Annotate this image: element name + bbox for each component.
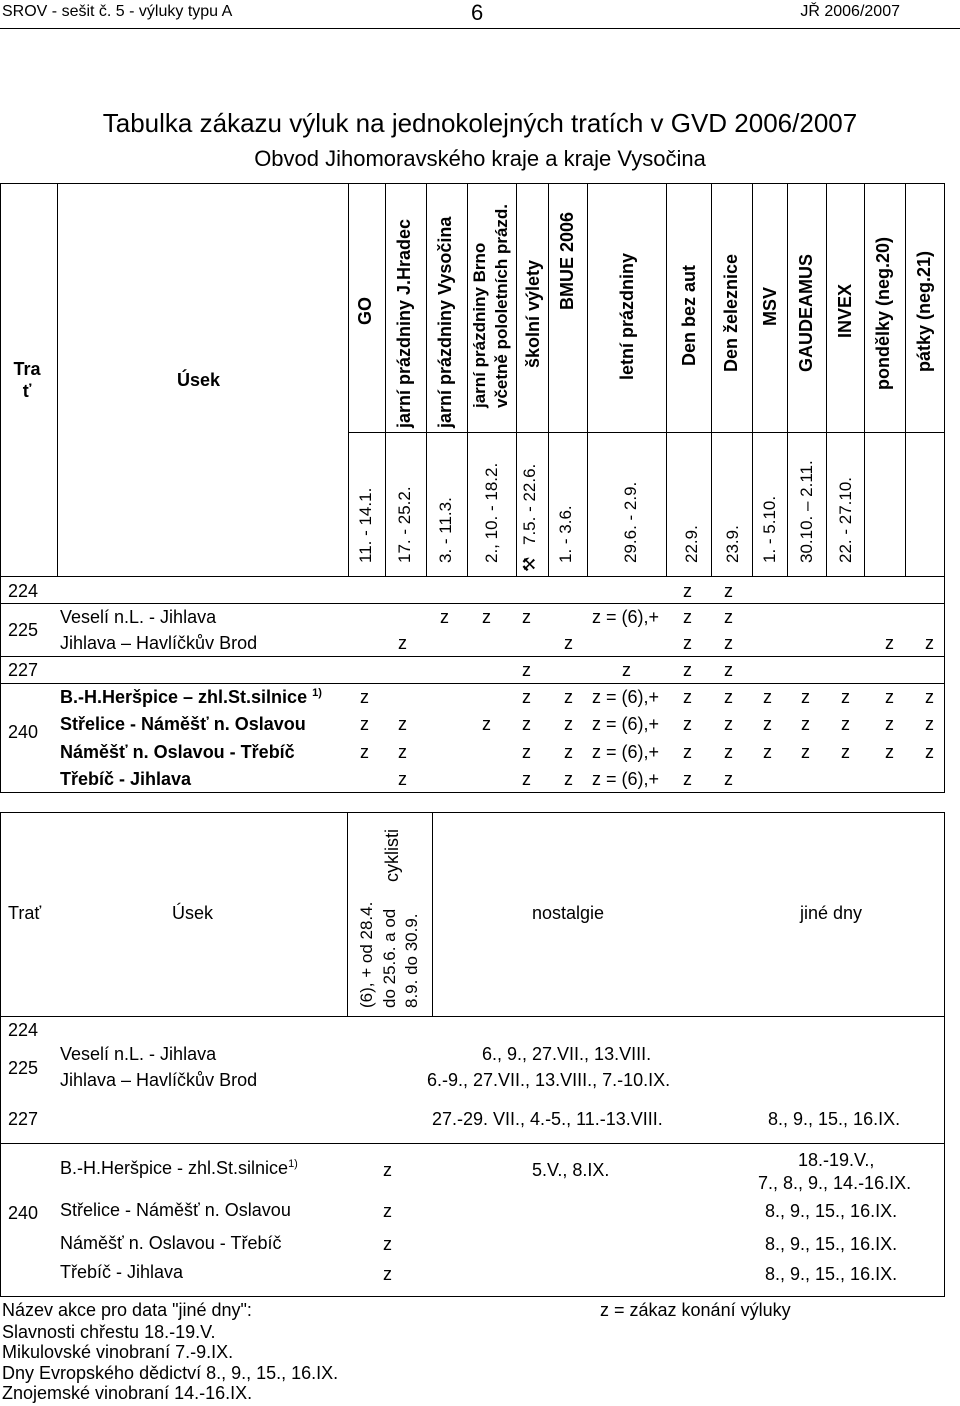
t2-col-cyklisti-dates-3: 8.9. do 30.9. [402, 913, 421, 1008]
mark: z = (6),+ [592, 714, 660, 734]
t2-col-nostalgie: nostalgie [532, 903, 605, 923]
mark: z [522, 742, 531, 762]
t2-col-trat: Trať [8, 903, 42, 923]
t2-hline [0, 1143, 945, 1144]
col-header-jarni-jhradec: jarní prázdniny J.Hradec [394, 218, 414, 428]
col-header-den-zeleznice: Den železnice [721, 253, 741, 372]
t1-vline [426, 183, 427, 576]
tool-icon: ⚒ [520, 556, 539, 572]
mark: z [885, 742, 894, 762]
mark: z [724, 714, 733, 734]
usek-bh-herspice [60, 687, 322, 708]
usek-strelice: Střelice - Náměšť n. Oslavou [60, 714, 306, 734]
mark: z [885, 714, 894, 734]
date-jarni-jhradec: 17. - 25.2. [395, 486, 414, 563]
mark: z [885, 633, 894, 653]
mark: z [482, 714, 491, 734]
t2-usek-bh-label: B.-H.Heršpice - zhl.St.silnice [60, 1158, 289, 1178]
col-header-invex: INVEX [835, 283, 855, 338]
trat-225: 225 [8, 620, 39, 640]
t1-hline [0, 656, 945, 657]
col-trat-header: Tra ť [13, 359, 41, 401]
mark: z [383, 1234, 392, 1254]
mark: z [398, 633, 407, 653]
mark: z [801, 687, 810, 707]
mark: z [564, 714, 573, 734]
page-subtitle: Obvod Jihomoravského kraje a kraje Vysočina [254, 146, 706, 171]
t2-jine-namest: 8., 9., 15., 16.IX. [765, 1234, 898, 1254]
usek-bh-herspice-label: B.-H.Heršpice – zhl.St.silnice [60, 687, 308, 707]
usek-veseli-jihlava: Veselí n.L. - Jihlava [60, 607, 217, 627]
t2-vline [347, 812, 348, 1017]
mark: z [564, 633, 573, 653]
t2-trat-224: 224 [8, 1020, 39, 1040]
t2-trat-240: 240 [8, 1203, 39, 1223]
mark: z [683, 769, 692, 789]
mark: z [522, 687, 531, 707]
t1-vline [516, 183, 517, 576]
t2-hline [0, 1016, 945, 1017]
t1-vline [666, 183, 667, 576]
mark: z [841, 714, 850, 734]
t2-usek-veseli: Veselí n.L. - Jihlava [60, 1044, 217, 1064]
mark: z [383, 1201, 392, 1221]
t2-footnote-marker: 1) [288, 1158, 298, 1170]
t2-usek-bh [60, 1158, 298, 1179]
t2-trat-225: 225 [8, 1058, 39, 1078]
t2-nostalgie-1: 6., 9., 27.VII., 13.VIII. [482, 1044, 652, 1064]
mark: z [724, 581, 733, 601]
mark: z [683, 742, 692, 762]
t2-usek-namest: Náměšť n. Oslavou - Třebíč [60, 1233, 282, 1253]
mark: z [925, 742, 934, 762]
col-header-jarni-vysocina: jarní prázdniny Vysočina [435, 216, 455, 428]
date-msv: 1. - 5.10. [760, 495, 779, 563]
col-header-bmue: BMUE 2006 [557, 211, 577, 310]
t2-nostalgie-bh: 5.V., 8.IX. [532, 1160, 610, 1180]
header-right: JŘ 2006/2007 [800, 3, 900, 20]
footer-line-1: Slavnosti chřestu 18.-19.V. [2, 1322, 216, 1342]
t2-jine-227: 8., 9., 15., 16.IX. [768, 1109, 901, 1129]
footer-line-3: Dny Evropského dědictví 8., 9., 15., 16.IX. [2, 1363, 339, 1383]
col-header-go: GO [355, 296, 375, 325]
t2-usek-jihlava-hbrod: Jihlava – Havlíčkův Brod [60, 1070, 258, 1090]
t1-vline [905, 183, 906, 576]
mark: z [683, 607, 692, 627]
t1-vline [826, 183, 827, 576]
mark: z [522, 660, 531, 680]
mark: z [564, 769, 573, 789]
date-gaudeamus: 30.10. – 2.11. [797, 460, 816, 563]
t1-hline [0, 603, 945, 604]
t1-vline [348, 183, 349, 576]
mark: z [724, 687, 733, 707]
mark: z [885, 687, 894, 707]
mark: z [763, 742, 772, 762]
t1-hline [348, 432, 945, 433]
t1-vline [467, 183, 468, 576]
mark: z = (6),+ [592, 607, 660, 627]
mark: z [724, 742, 733, 762]
date-jarni-brno: 2., 10. - 18.2. [482, 462, 501, 563]
date-go: 11. - 14.1. [356, 487, 375, 563]
t2-jine-strelice: 8., 9., 15., 16.IX. [765, 1201, 898, 1221]
mark: z [482, 607, 491, 627]
col-header-msv: MSV [760, 286, 780, 326]
mark: z [724, 660, 733, 680]
mark: z [522, 769, 531, 789]
mark: z [925, 687, 934, 707]
col-header-skolni-vylety: školní výlety [523, 259, 543, 368]
t2-jine-bh-2: 7., 8., 9., 14.-16.IX. [758, 1173, 912, 1193]
t2-col-jine-dny: jiné dny [800, 903, 863, 923]
col-header-gaudeamus: GAUDEAMUS [796, 253, 816, 372]
mark: z [724, 607, 733, 627]
mark: z [925, 633, 934, 653]
mark: z [683, 660, 692, 680]
page-header [0, 0, 960, 26]
t2-trat-227: 227 [8, 1109, 39, 1129]
footer-legend: z = zákaz konání výluky [600, 1300, 791, 1320]
t1-hline [0, 683, 945, 684]
date-den-bez-aut: 22.9. [682, 525, 701, 563]
page-title: Tabulka zákazu výluk na jednokolejných tratích v GVD 2006/2007 [102, 108, 858, 138]
usek-jihlava-hbrod: Jihlava – Havlíčkův Brod [60, 633, 258, 653]
mark: z [564, 687, 573, 707]
t2-col-cyklisti-dates-1: (6), + od 28.4. [357, 901, 376, 1008]
col-header-letni: letní prázdniny [617, 252, 637, 380]
mark: z [801, 742, 810, 762]
mark: z [841, 742, 850, 762]
page-number: 6 [471, 0, 484, 25]
col-header-pondelky: pondělky (neg.20) [873, 236, 893, 390]
date-invex: 22. - 27.10. [836, 476, 855, 563]
footer-heading: Název akce pro data "jiné dny": [2, 1300, 252, 1320]
mark: z [522, 607, 531, 627]
header-rule [0, 28, 960, 29]
t2-col-cyklisti: cyklisti [382, 829, 402, 882]
t1-vline [587, 183, 588, 576]
t2-jine-bh-1: 18.-19.V., [798, 1150, 875, 1170]
mark: z [398, 742, 407, 762]
trat-224: 224 [8, 581, 39, 601]
mark: z [360, 687, 369, 707]
mark: z [622, 660, 631, 680]
usek-trebic-jihlava: Třebíč - Jihlava [60, 769, 192, 789]
date-skolni-vylety: 7.5. - 22.6. [520, 463, 539, 545]
t2-usek-trebic: Třebíč - Jihlava [60, 1262, 184, 1282]
mark: z [383, 1160, 392, 1180]
trat-240: 240 [8, 722, 39, 742]
mark: z [683, 633, 692, 653]
header-left: SROV - sešit č. 5 - výluky typu A [2, 3, 233, 20]
t1-vline [57, 183, 58, 576]
date-den-zeleznice: 23.9. [723, 525, 742, 563]
t2-col-cyklisti-dates-2: do 25.6. a od [380, 908, 399, 1008]
col-header-jarni-brno: jarní prázdniny Brno [470, 242, 489, 408]
date-letni: 29.6. - 2.9. [621, 481, 640, 563]
mark: z [925, 714, 934, 734]
mark: z [763, 687, 772, 707]
trat-227: 227 [8, 660, 39, 680]
mark: z = (6),+ [592, 687, 660, 707]
mark: z = (6),+ [592, 742, 660, 762]
mark: z [383, 1264, 392, 1284]
t2-nostalgie-2: 6.-9., 27.VII., 13.VIII., 7.-10.IX. [427, 1070, 671, 1090]
col-header-den-bez-aut: Den bez aut [679, 264, 699, 366]
t2-col-usek: Úsek [172, 903, 214, 923]
footer-line-4: Znojemské vinobraní 14.-16.IX. [2, 1383, 253, 1403]
mark: z [683, 687, 692, 707]
mark: z [801, 714, 810, 734]
t1-vline [548, 183, 549, 576]
col-header-jarni-brno-2: včetně pololetních prázd. [492, 203, 511, 408]
mark: z [763, 714, 772, 734]
t1-vline [711, 183, 712, 576]
mark: z [360, 742, 369, 762]
footnote-marker: 1) [312, 687, 322, 699]
t2-vline [432, 812, 433, 1017]
date-jarni-vysocina: 3. - 11.3. [436, 497, 455, 563]
t2-usek-strelice: Střelice - Náměšť n. Oslavou [60, 1200, 291, 1220]
t1-vline [787, 183, 788, 576]
t1-hline [0, 576, 945, 577]
date-bmue: 1. - 3.6. [556, 505, 575, 563]
mark: z [683, 581, 692, 601]
mark: z = (6),+ [592, 769, 660, 789]
t2-nostalgie-3: 27.-29. VII., 4.-5., 11.-13.VIII. [432, 1109, 663, 1129]
mark: z [724, 633, 733, 653]
mark: z [398, 769, 407, 789]
mark: z [398, 714, 407, 734]
t1-vline [385, 183, 386, 576]
mark: z [841, 687, 850, 707]
footer-line-2: Mikulovské vinobraní 7.-9.IX. [2, 1342, 234, 1362]
mark: z [522, 714, 531, 734]
mark: z [724, 769, 733, 789]
col-usek-header: Úsek [177, 370, 221, 390]
t1-vline [752, 183, 753, 576]
mark: z [360, 714, 369, 734]
mark: z [683, 714, 692, 734]
col-header-patky: pátky (neg.21) [914, 250, 934, 372]
mark: z [440, 607, 449, 627]
t2-jine-trebic: 8., 9., 15., 16.IX. [765, 1264, 898, 1284]
t1-vline [864, 183, 865, 576]
mark: z [564, 742, 573, 762]
usek-namest-trebic: Náměšť n. Oslavou - Třebíč [60, 742, 295, 762]
